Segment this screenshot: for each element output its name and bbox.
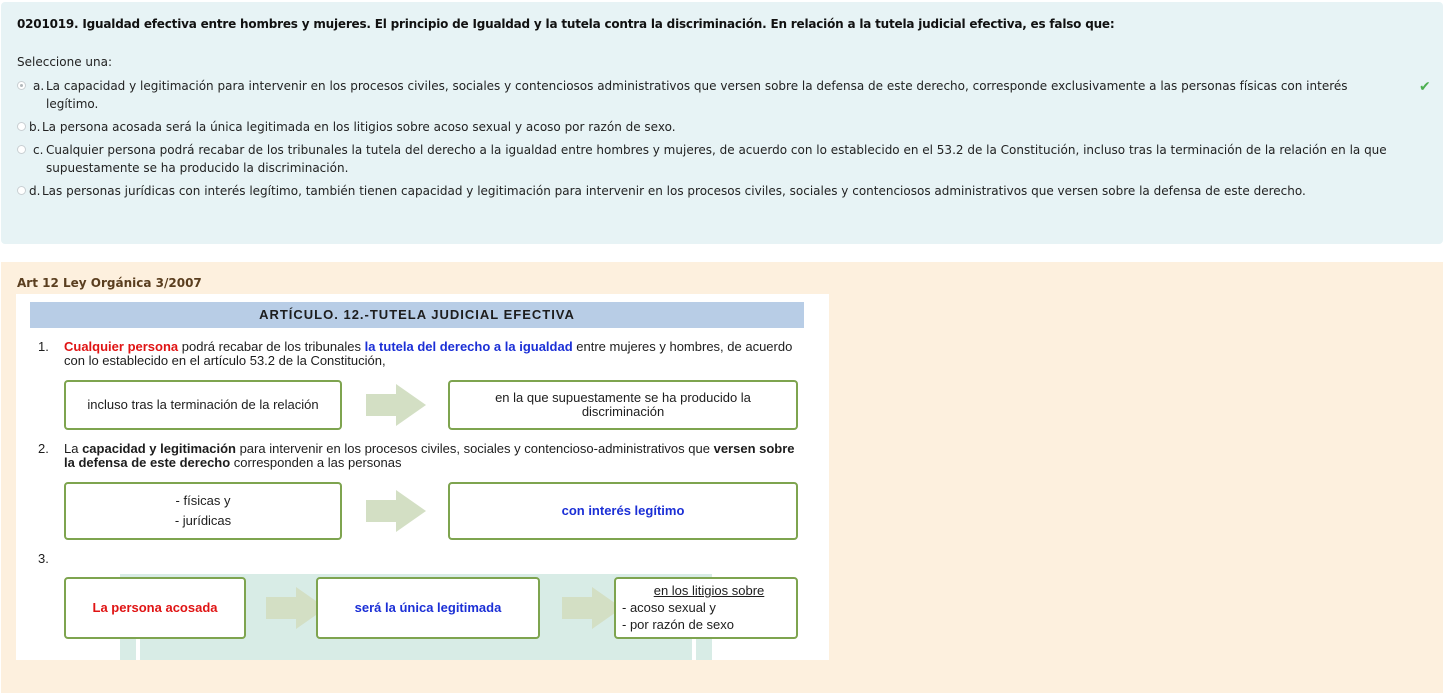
- paragraph-number: 2.: [38, 441, 49, 456]
- answer-option-d[interactable]: [17, 182, 1428, 200]
- answer-letter: d.: [29, 184, 41, 198]
- box-text: - por razón de sexo: [622, 617, 735, 632]
- highlight-blue: la tutela del derecho a la igualdad: [364, 339, 573, 354]
- question-title: 0201019. Igualdad efectiva entre hombres y mujeres. El principio de Igualdad y la tutela contra la discriminación. En relación a la tutela judicial efectiva, es falso que:: [17, 17, 1115, 31]
- box-text: - jurídicas: [174, 513, 232, 528]
- answer-option-b[interactable]: [17, 118, 1428, 136]
- radio-button-b[interactable]: [17, 122, 26, 131]
- arrow-icon: [562, 587, 622, 627]
- box-text: - acoso sexual y: [622, 600, 716, 615]
- answer-text: Las personas jurídicas con interés legítimo, también tienen capacidad y legitimación para intervenir en los procesos civiles, sociales y contenciosos administrativos que versen sobre la defensa de este derecho.: [42, 184, 1306, 198]
- box-only-legitimated: [316, 577, 540, 639]
- check-icon: ✔: [1419, 79, 1431, 95]
- arrow-icon: [366, 384, 426, 424]
- box-legitimate-interest: [448, 482, 798, 540]
- question-prompt: Seleccione una:: [17, 55, 112, 69]
- answer-text: Cualquier persona podrá recabar de los tribunales la tutela del derecho a la igualdad entre hombres y mujeres, de acuerdo con lo establecido en el 53.2 de la Constitución, incluso tras la terminación de la relación en la que supuestamente se ha producido la discriminación.: [46, 143, 1387, 175]
- paragraph-text: corresponden a las personas: [230, 455, 402, 470]
- feedback-title: Art 12 Ley Orgánica 3/2007: [17, 276, 202, 290]
- box-discrimination: [448, 380, 798, 430]
- highlight-bold: versen sobre la defensa de este derecho: [64, 441, 795, 470]
- answer-list: [17, 77, 1431, 200]
- answer-letter: b.: [29, 120, 41, 134]
- highlight-red: Cualquier persona: [64, 339, 179, 354]
- box-harassed-person: [64, 577, 246, 639]
- answer-option-c[interactable]: [17, 141, 1428, 177]
- radio-button-c[interactable]: [17, 145, 26, 154]
- highlight-bold: capacidad y legitimación: [82, 441, 236, 456]
- box-text: - físicas y: [175, 493, 231, 508]
- box-text: será la única legitimada: [354, 600, 502, 615]
- paragraph-2: [38, 442, 798, 470]
- answer-letter: c.: [33, 143, 44, 157]
- box-text: en la que supuestamente se ha producido la discriminación: [495, 390, 751, 419]
- box-text: La persona acosada: [92, 600, 218, 615]
- radio-button-a[interactable]: [17, 81, 26, 90]
- paragraph-number: 3.: [38, 551, 49, 566]
- answer-text: La persona acosada será la única legitimada en los litigios sobre acoso sexual y acoso por razón de sexo.: [42, 120, 676, 134]
- answer-option-a[interactable]: [17, 77, 1431, 113]
- box-after-termination: [64, 380, 342, 430]
- box-persons-types: [64, 482, 342, 540]
- answer-letter: a.: [33, 79, 45, 93]
- paragraph-text: para intervenir en los procesos civiles, sociales y contencioso-administrativos que: [235, 441, 714, 456]
- box-text: en los litigios sobre: [653, 583, 765, 598]
- article-header: ARTÍCULO. 12.-TUTELA JUDICIAL EFECTIVA: [30, 302, 804, 328]
- radio-button-d[interactable]: [17, 186, 26, 195]
- article-image: [16, 294, 829, 660]
- paragraph-text: podrá recabar de los tribunales: [178, 339, 365, 354]
- arrow-icon: [366, 490, 426, 530]
- paragraph-text: La: [64, 441, 83, 456]
- box-litigation-types: [614, 577, 798, 639]
- box-text: incluso tras la terminación de la relación: [87, 397, 319, 412]
- box-text: con interés legítimo: [561, 503, 685, 518]
- paragraph-number: 1.: [38, 339, 49, 354]
- answer-text: La capacidad y legitimación para intervenir en los procesos civiles, sociales y contenciosos administrativos que versen sobre la defensa de este derecho, corresponde exclusivamente a las personas físicas con interés legítimo.: [46, 79, 1348, 111]
- question-panel: [1, 2, 1443, 244]
- paragraph-text: entre mujeres y hombres, de acuerdo con lo establecido en el artículo 53.2 de la Constitución,: [64, 339, 793, 368]
- paragraph-1: [38, 340, 798, 368]
